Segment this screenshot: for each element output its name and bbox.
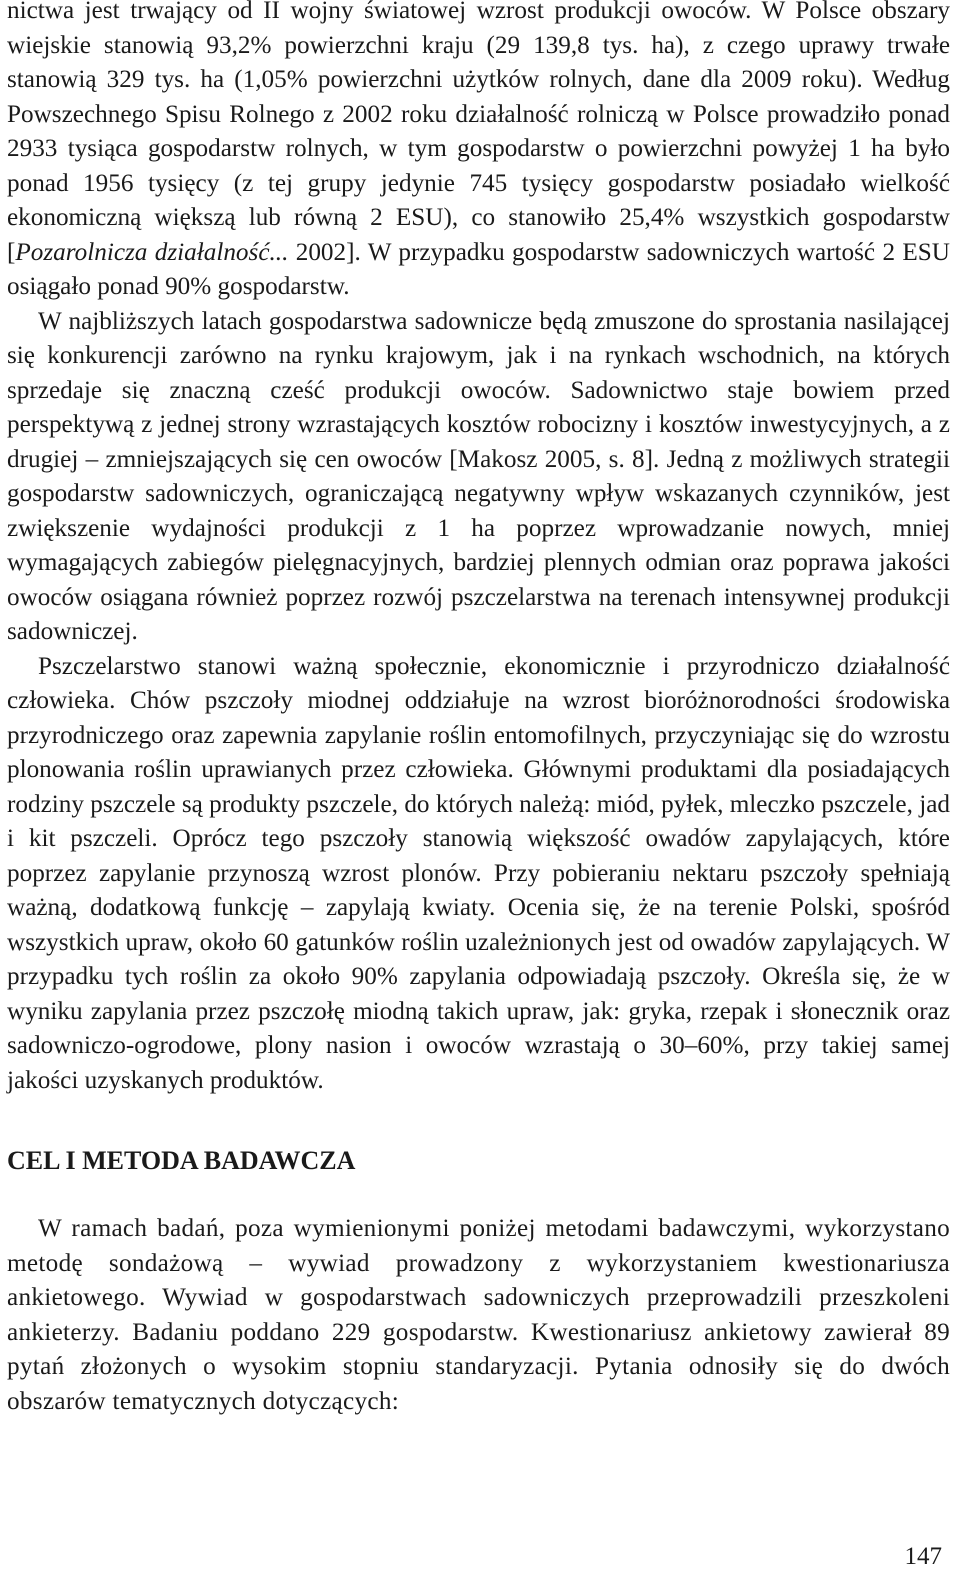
document-page [7, 0, 950, 1419]
body-paragraph-2: W najbliższych latach gospodarstwa sadownicze będą zmuszone do sprostania nasilającej się konkurencji zarówno na rynku krajowym, jak i na rynkach wschodnich, na których sprzedaje się znaczną cześć produkcji owoców. Sadownictwo staje bowiem przed perspektywą z jednej strony wzrastających kosztów robocizny i kosztów inwestycyjnych, a z drugiej – zmniejszających się cen owoców [Makosz 2005, s. 8]. Jedną z możliwych strategii gospodarstw sadowniczych, ograniczającą negatywny wpływ wskazanych czynników, jest zwiększenie wydajności produkcji z 1 ha poprzez wprowadzanie nowych, mniej wymagających zabiegów pielęgnacyjnych, bardziej plennych odmian oraz poprawa jakości owoców osiągana również poprzez rozwój pszczelarstwa na terenach intensywnej produkcji sadowniczej. [7, 307, 950, 645]
section-heading: CEL I METODA BADAWCZA [7, 1146, 356, 1175]
body-paragraph-4: W ramach badań, poza wymienionymi poniżej metodami badawczymi, wykorzystano metodę sondażową – wywiad prowadzony z wykorzystaniem kwestionariusza ankietowego. Wywiad w gospodarstwach sadowniczych przeprowadzili przeszkoleni ankieterzy. Badaniu poddano 229 gospodarstw. Kwestionariusz ankietowy zawierał 89 pytań złożonych o wysokim stopniu standaryzacji. Pytania odnosiły się do dwóch obszarów tematycznych dotyczących: [7, 1215, 950, 1415]
body-paragraph-1 [7, 0, 950, 305]
page-number: 147 [904, 1543, 942, 1570]
paragraph-1-text: nictwa jest trwający od II wojny światowej wzrost produkcji owoców. W Polsce obszary wiejskie stanowią 93,2% powierzchni kraju (29 139,8 tys. ha), z czego uprawy trwałe stanowią 329 tys. ha (1,05% powierzchni użytków rolnych, dane dla 2009 roku). Według Powszechnego Spisu Rolnego z 2002 roku działalność rolniczą w Polsce prowadziło ponad 2933 tysiąca gospodarstw rolnych, w tym gospodarstw o powierzchni powyżej 1 ha było ponad 1956 tysięcy (z tej grupy jedynie 745 tysięcy gospodarstw posiadało wielkość ekonomiczną większą lub równą 2 ESU), co stanowiło 25,4% wszystkich gospodarstw [ [7, 0, 950, 266]
body-paragraph-3: Pszczelarstwo stanowi ważną społecznie, ekonomicznie i przyrodniczo działalność człowieka. Chów pszczoły miodnej oddziałuje na wzrost bioróżnorodności środowiska przyrodniczego oraz zapewnia zapylanie roślin entomofilnych, przyczyniając się do wzrostu plonowania roślin uprawianych przez człowieka. Głównymi produktami dla posiadających rodziny pszczele są produkty pszczele, do których należą: miód, pyłek, mleczko pszczele, jad i kit pszczeli. Oprócz tego pszczoły stanowią większość owadów zapylających, które poprzez zapylanie przynoszą wzrost plonów. Przy pobieraniu nektaru pszczoły spełniają ważną, dodatkową funkcję – zapylają kwiaty. Ocenia się, że na terenie Polski, spośród wszystkich upraw, około 60 gatunków roślin uzależnionych jest od owadów zapylających. W przypadku tych roślin za około 90% zapylania odpowiadają pszczoły. Określa się, że w wyniku zapylania przez pszczołę miodną takich upraw, jak: gryka, rzepak i słonecznik oraz sadowniczo-ogrodowe, plony nasion i owoców wzrastają o 30–60%, przy takiej samej jakości uzyskanych produktów. [7, 652, 950, 1094]
paragraph-1-end: 2002]. W przypadku gospodarstw sadowniczych wartość 2 ESU osiągało ponad 90% gospodarstw. [7, 238, 950, 300]
citation-italic: Pozarolnicza działalność... [15, 238, 289, 266]
